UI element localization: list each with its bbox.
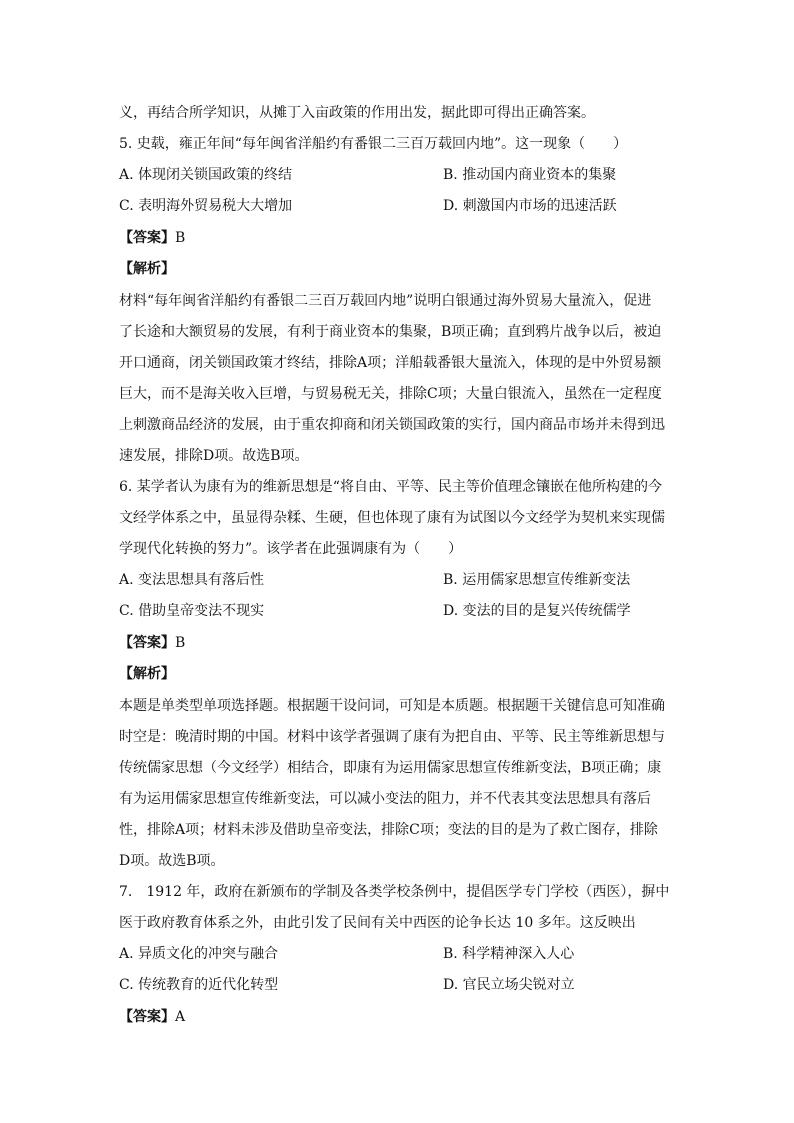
q5-analysis-label: 【解析】 xyxy=(119,261,175,277)
q7-option-c: C. 传统教育的近代化转型 xyxy=(119,977,279,993)
intro-line: 义，再结合所学知识，从摊丁入亩政策的作用出发，据此即可得出正确答案。 xyxy=(119,105,595,121)
q5-answer-label: 【答案】 xyxy=(119,230,175,246)
q5-analysis-line: 了长途和大额贸易的发展，有利于商业资本的集聚，B项正确；直到鸦片战争以后，被迫 xyxy=(119,324,662,340)
q5-analysis-line: 材料“每年闽省洋船约有番银二三百万载回内地”说明白银通过海外贸易大量流入，促进 xyxy=(119,293,652,309)
q6-analysis-line: 有为运用儒家思想宣传维新变法，可以减小变法的阻力，并不代表其变法思想具有落后 xyxy=(119,791,651,807)
q7-option-a: A. 异质文化的冲突与融合 xyxy=(119,946,279,962)
q7-stem-line: 7. 1912 年，政府在新颁布的学制及各类学校条例中，提倡医学专门学校（西医），摒中 xyxy=(119,884,670,900)
q5-analysis-line: 速发展，排除D项。故选B项。 xyxy=(119,448,309,464)
q5-option-a: A. 体现闭关锁国政策的终结 xyxy=(119,167,293,183)
q6-analysis-line: 时空是：晚清时期的中国。材料中该学者强调了康有为把自由、平等、民主等维新思想与 xyxy=(119,729,665,745)
q6-analysis-line: 传统儒家思想（今文经学）相结合，即康有为运用儒家思想宣传维新变法，B项正确；康 xyxy=(119,760,662,776)
q6-answer-label: 【答案】 xyxy=(119,635,175,651)
q6-analysis-label: 【解析】 xyxy=(119,666,175,682)
q6-answer-value: B xyxy=(175,635,186,651)
q7-answer-value: A xyxy=(175,1009,186,1025)
q5-answer xyxy=(119,228,185,248)
q6-analysis-line: D项。故选B项。 xyxy=(119,853,225,869)
q5-stem: 5. 史载，雍正年间“每年闽省洋船约有番银二三百万载回内地”。这一现象（ ） xyxy=(119,136,628,152)
q6-option-c: C. 借助皇帝变法不现实 xyxy=(119,603,265,619)
q7-stem-line: 医于政府教育体系之外，由此引发了民间有关中西医的论争长达 10 多年。这反映出 xyxy=(119,915,636,931)
q6-stem-line: 学现代化转换的努力”。该学者在此强调康有为（ ） xyxy=(119,541,463,557)
q5-analysis-line: 开口通商，闭关锁国政策才终结，排除A项；洋船载番银大量流入，体现的是中外贸易额 xyxy=(119,355,662,371)
q6-analysis-line: 性，排除A项；材料未涉及借助皇帝变法，排除C项；变法的目的是为了救亡图存，排除 xyxy=(119,822,658,838)
q6-stem-line: 6. 某学者认为康有为的维新思想是“将自由、平等、民主等价值理念镶嵌在他所构建的今 xyxy=(119,479,662,495)
q5-option-c: C. 表明海外贸易税大大增加 xyxy=(119,198,293,214)
q6-option-a: A. 变法思想具有落后性 xyxy=(119,572,265,588)
q6-option-b: B. 运用儒家思想宣传维新变法 xyxy=(443,572,631,588)
q6-answer xyxy=(119,633,185,653)
q7-answer-label: 【答案】 xyxy=(119,1009,175,1025)
q5-option-b: B. 推动国内商业资本的集聚 xyxy=(443,167,617,183)
q5-analysis-line: 上刺激商品经济的发展，由于重农抑商和闭关锁国政策的实行，国内商品市场并未得到迅 xyxy=(119,417,665,433)
q7-option-d: D. 官民立场尖锐对立 xyxy=(443,977,575,993)
q6-analysis-line: 本题是单类型单项选择题。根据题干设问词，可知是本质题。根据题干关键信息可知准确 xyxy=(119,698,665,714)
q6-stem-line: 文经学体系之中，虽显得杂糅、生硬，但也体现了康有为试图以今文经学为契机来实现儒 xyxy=(119,510,665,526)
q6-option-d: D. 变法的目的是复兴传统儒学 xyxy=(443,603,631,619)
q5-analysis-line: 巨大，而不是海关收入巨增，与贸易税无关，排除C项；大量白银流入，虽然在一定程度 xyxy=(119,386,662,402)
q7-answer xyxy=(119,1007,185,1027)
q7-option-b: B. 科学精神深入人心 xyxy=(443,946,575,962)
q5-option-d: D. 刺激国内市场的迅速活跃 xyxy=(443,198,617,214)
q5-answer-value: B xyxy=(175,230,186,246)
